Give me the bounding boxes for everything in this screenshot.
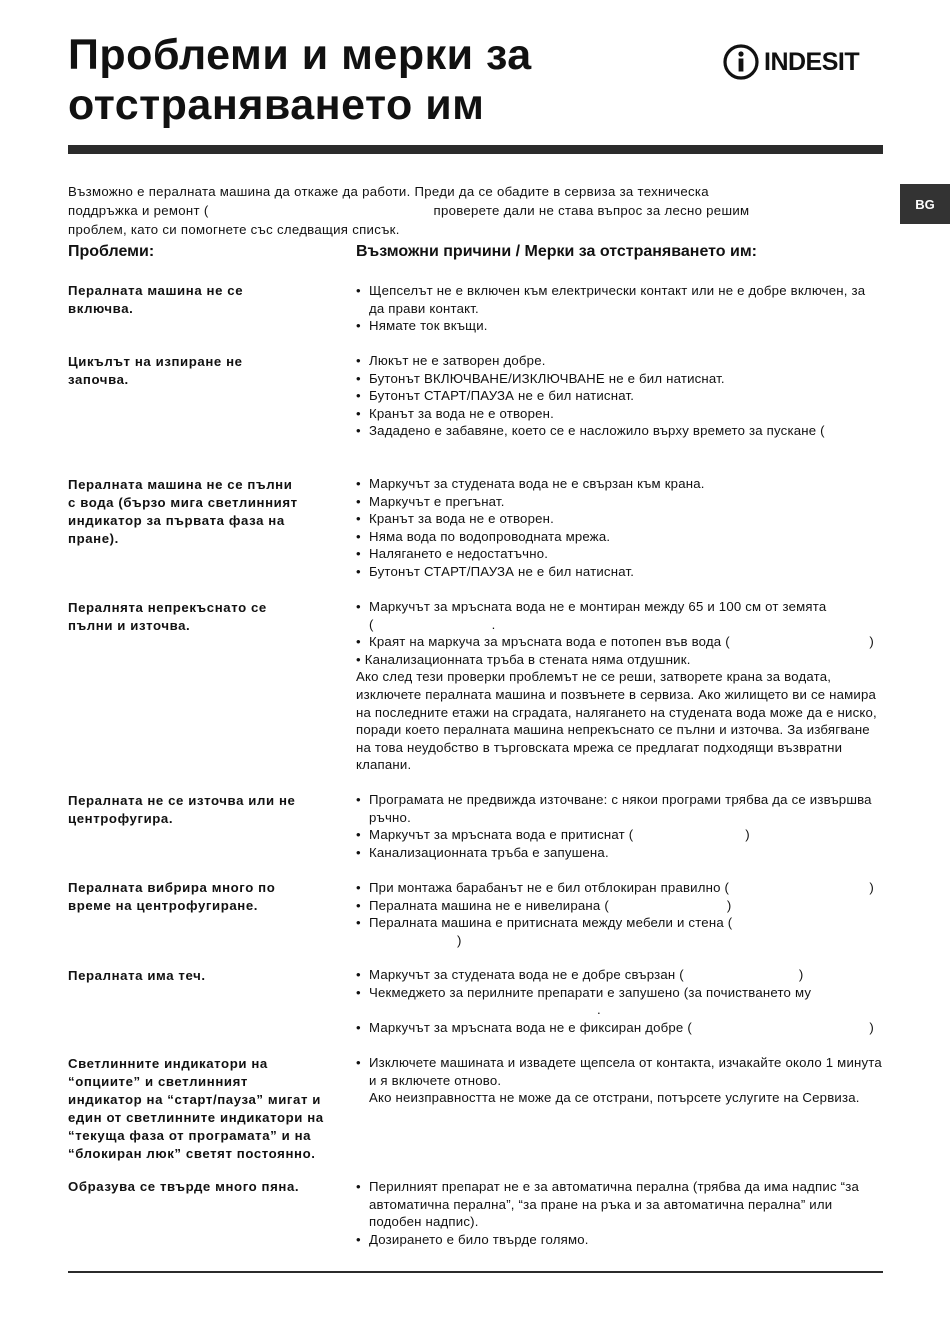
- causes-leak: [356, 966, 884, 1036]
- cause-item: • Бутонът СТАРТ/ПАУЗА не е бил натиснат.: [356, 563, 884, 581]
- cause-dot: .: [491, 616, 496, 632]
- cause-close: ): [798, 967, 804, 982]
- problem-vibration: Пералната вибрира много по време на центрофугиране.: [68, 880, 276, 913]
- language-tab: BG: [900, 184, 950, 224]
- cause-text: Пералната машина не е нивелирана (: [369, 897, 609, 913]
- cause-item: • Щепселът не е включен към електрически контакт или не е добре включен, за да прави контакт.: [356, 282, 884, 317]
- brand-logo: [722, 40, 859, 84]
- cause-item: • Бутонът ВКЛЮЧВАНЕ/ИЗКЛЮЧВАНЕ не е бил натиснат.: [356, 370, 884, 388]
- cause-item: • Програмата не предвижда източване: с някои програми трябва да се извършва ръчно.: [356, 791, 884, 826]
- causes-foam: [356, 1178, 884, 1248]
- cause-text: Маркучът за студената вода не е добре свързан (: [369, 967, 684, 982]
- problem-fill-drain: Пералнята непрекъснато се пълни и източва.: [68, 600, 267, 633]
- cause-close: ): [457, 932, 462, 948]
- cause-item: [356, 598, 884, 633]
- cause-item: • Налягането е недостатъчно.: [356, 545, 884, 563]
- problem-foam: Образува се твърде много пяна.: [68, 1179, 300, 1194]
- cause-close: ): [869, 880, 874, 895]
- cause-item: • Бутонът СТАРТ/ПАУЗА не е бил натиснат.: [356, 387, 884, 405]
- problem-no-drain: Пералната не се източва или не центрофугира.: [68, 793, 296, 826]
- cause-text: • Маркучът за мръсната вода не е фиксиран добре (: [369, 1019, 692, 1035]
- cause-text: Канализационната тръба в стената няма отдушник.: [364, 651, 691, 667]
- cause-text: • При монтажа барабанът не е бил отблокиран правилно (: [369, 880, 730, 895]
- cause-item: • Кранът за вода не е отворен.: [356, 405, 884, 423]
- intro-line-2: [68, 201, 858, 220]
- cause-close: ): [869, 634, 874, 650]
- cause-close: ): [869, 1019, 874, 1035]
- problem-power: Пералната машина не се включва.: [68, 283, 244, 316]
- page-title: Проблеми и мерки за отстраняването им: [68, 31, 532, 129]
- cause-item: • Канализационната тръба е запушена.: [356, 844, 884, 862]
- problems-heading: Проблеми:: [68, 243, 155, 260]
- cause-item: [356, 966, 884, 984]
- cause-dot: .: [597, 1002, 601, 1018]
- intro-line-2-end: проверете дали не става въпрос за лесно решим: [433, 203, 750, 218]
- problem-no-water: Пералната машина не се пълни с вода (бързо мига светлинният индикатор за първата фаза на пране).: [68, 477, 298, 546]
- cause-item: • Канализационната тръба в стената няма отдушник.: [356, 651, 691, 667]
- causes-cycle-start: [356, 352, 884, 440]
- cause-item: [356, 914, 884, 949]
- cause-item: [356, 984, 884, 1019]
- cause-note: Ако след тези проверки проблемът не се реши, затворете крана за водата, изключете пералната машина и позвънете в сервиза. Ако жилището ви се намира на последните етажи на сградата, налягането на студената вода може да е ниско, поради което пералната машина непрекъснато се пълни и източва. За избягване на това неудобство в търговската мрежа се предлагат подходящи възвратни клапани.: [356, 669, 877, 773]
- cause-item: • Изключете машината и извадете щепсела от контакта, изчакайте около 1 минута и я включете отново.: [356, 1054, 884, 1089]
- cause-item: [356, 1019, 884, 1037]
- cause-item: • Маркучът за студената вода не е свързан към крана.: [356, 475, 884, 493]
- intro-text: [68, 182, 858, 239]
- cause-item: • Перилният препарат не е за автоматична перална (трябва да има надпис “за автоматична перална”, “за пране на ръка и за автоматична перална” или подобен надпис).: [356, 1178, 884, 1231]
- brand-name: INDESIT: [764, 47, 860, 76]
- cause-item: [356, 633, 884, 651]
- header-divider: [68, 145, 883, 154]
- cause-text: Чекмеджето за перилните препарати е запушено (за почистването му: [369, 984, 812, 1000]
- causes-no-water: [356, 475, 884, 581]
- cause-text: Маркучът за мръсната вода не е монтиран между 65 и 100 см от земята: [369, 599, 827, 614]
- problem-cycle-start: Цикълът на изпиране не започва.: [68, 354, 243, 387]
- causes-indicators: [356, 1054, 884, 1107]
- cause-item: • Дозирането е било твърде голямо.: [356, 1231, 884, 1249]
- causes-fill-drain: [356, 598, 884, 774]
- cause-item: [356, 897, 884, 915]
- cause-text: Маркучът за мръсната вода е притиснат (: [369, 827, 634, 843]
- causes-vibration: [356, 879, 884, 949]
- cause-close: ): [726, 897, 732, 913]
- causes-power: [356, 282, 884, 335]
- cause-text: • Краят на маркуча за мръсната вода е потопен във вода (: [369, 634, 730, 650]
- cause-paren: (: [369, 616, 374, 632]
- intro-line-2-start: поддръжка и ремонт (: [68, 203, 209, 218]
- cause-item: [356, 879, 884, 897]
- cause-text: Пералната машина е притисната между мебели и стена (: [369, 915, 733, 931]
- cause-item: [356, 826, 884, 844]
- brand-logo-icon: [722, 43, 760, 81]
- causes-no-drain: [356, 791, 884, 861]
- cause-item: • Маркучът е прегънат.: [356, 493, 884, 511]
- intro-line-3: проблем, като си помогнете със следващия списък.: [68, 222, 400, 237]
- intro-line-1: Възможно е пералната машина да откаже да работи. Преди да се обадите в сервиза за техническа: [68, 184, 709, 199]
- cause-item: • Люкът не е затворен добре.: [356, 352, 884, 370]
- problem-leak: Пералната има теч.: [68, 968, 206, 983]
- footer-divider: [68, 1271, 883, 1273]
- cause-close: ): [745, 827, 750, 843]
- cause-item: • Зададено е забавяне, което се е насложило върху времето за пускане (: [356, 422, 884, 440]
- cause-note: Ако неизправността не може да се отстрани, потърсете услугите на Сервиза.: [369, 1090, 860, 1106]
- causes-heading: Възможни причини / Мерки за отстраняването им:: [356, 243, 757, 260]
- cause-item: • Няма вода по водопроводната мрежа.: [356, 528, 884, 546]
- problem-indicators: Светлинните индикатори на “опциите” и светлинният индикатор на “старт/пауза” мигат и един от светлинните индикатори на “текуща фаза от програмата” и на “блокиран люк” светят постоянно.: [68, 1056, 324, 1161]
- cause-item: • Кранът за вода не е отворен.: [356, 510, 884, 528]
- cause-item: • Нямате ток вкъщи.: [356, 317, 884, 335]
